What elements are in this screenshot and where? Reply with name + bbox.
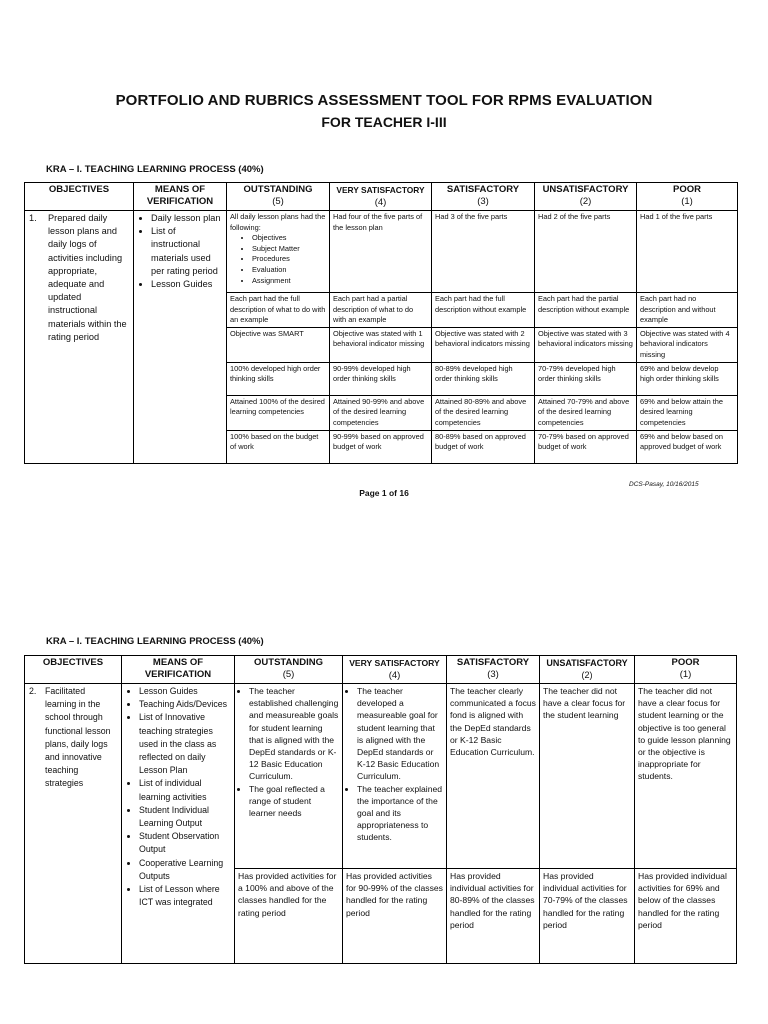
list-item: • Student Individual Learning Output [139,804,231,830]
list-item: • Student Observation Output [139,830,231,856]
very-satisfactory-cell: 90-99% based on approved budget of work [330,430,432,463]
outstanding-cell: Has provided activities for a 100% and above of the classes handled for the rating period [235,869,343,964]
unsatisfactory-cell: Each part had the partial description without example [535,293,637,328]
very-satisfactory-cell: Has provided activities for 90-99% of the classes handled for the rating period [343,869,447,964]
table-row [25,211,738,293]
list-item: • List of Innovative teaching strategies used in the class as reflected on daily Lesson Plan [139,711,231,777]
outstanding-cell: 100% based on the budget of work [227,430,330,463]
very-satisfactory-cell: 90-99% developed high order thinking skills [330,362,432,395]
list-item: • List of Lesson where ICT was integrated [139,883,231,909]
header-poor: POOR (1) [635,656,737,684]
unsatisfactory-cell: The teacher did not have a clear focus for the student learning [540,684,635,869]
list-item: • Teaching Aids/Devices [139,698,231,711]
mov-list [137,212,223,291]
mov-cell [134,211,227,464]
list-item: • The teacher developed a measureable goal for student learning that is aligned with the DepEd standards or K-12 Basic Education Curriculum. [357,685,443,783]
rubric-table-1 [24,182,738,464]
satisfactory-cell: Each part had the full description without example [432,293,535,328]
list-item: • The teacher established challenging and measureable goals for student learning that is aligned with the DepEd standards or K-12 Basic Education Curriculum. [249,685,339,783]
header-very-satisfactory: VERY SATISFACTORY (4) [343,656,447,684]
list-item: • Lesson Guides [139,685,231,698]
satisfactory-cell: Objective was stated with 2 behavioral indicators missing [432,327,535,362]
very-satisfactory-cell [343,684,447,869]
list-item: • Assignment [252,276,326,287]
satisfactory-cell: 80-89% based on approved budget of work [432,430,535,463]
list-item: • Subject Matter [252,244,326,255]
mov-list [125,685,231,909]
unsatisfactory-cell: 70-79% developed high order thinking skills [535,362,637,395]
header-mov: MEANS OF VERIFICATION [122,656,235,684]
satisfactory-cell: Attained 80-89% and above of the desired learning competencies [432,395,535,430]
poor-cell: 69% and below based on approved budget of work [637,430,738,463]
poor-cell: Objective was stated with 4 behavioral indicators missing [637,327,738,362]
unsatisfactory-cell: Objective was stated with 3 behavioral indicators missing [535,327,637,362]
outstanding-cell: Objective was SMART [227,327,330,362]
very-satisfactory-cell: Each part had a partial description of what to do with an example [330,293,432,328]
list-item: • Procedures [252,254,326,265]
list-item: • List of individual learning activities [139,777,231,803]
satisfactory-cell: The teacher clearly communicated a focus fond is aligned with the DepEd standards or K-12 Basic Education Curriculum. [447,684,540,869]
header-satisfactory: SATISFACTORY (3) [432,183,535,211]
cell-text: All daily lesson plans had the following: [230,212,326,232]
list-item: • The goal reflected a range of student learner needs [249,783,339,820]
list-item: • The teacher explained the importance of the goal and its appropriateness to students. [357,783,443,844]
outstanding-cell: Attained 100% of the desired learning competencies [227,395,330,430]
outstanding-list [238,685,339,819]
kra-heading-2: KRA – I. TEACHING LEARNING PROCESS (40%) [46,636,264,647]
header-objectives: OBJECTIVES [25,656,122,684]
outstanding-cell [227,211,330,293]
header-poor: POOR (1) [637,183,738,211]
header-outstanding: OUTSTANDING (5) [235,656,343,684]
header-outstanding: OUTSTANDING (5) [227,183,330,211]
header-very-satisfactory: VERY SATISFACTORY (4) [330,183,432,211]
header-unsatisfactory: UNSATISFACTORY (2) [540,656,635,684]
poor-cell: 69% and below develop high order thinking skills [637,362,738,395]
satisfactory-cell: Has provided individual activities for 80-89% of the classes handled for the rating period [447,869,540,964]
satisfactory-cell: 80-89% developed high order thinking skills [432,362,535,395]
table-row [25,684,737,869]
very-satisfactory-cell: Attained 90-99% and above of the desired learning competencies [330,395,432,430]
very-satisfactory-list [346,685,443,844]
objective-cell: 1. Prepared daily lesson plans and daily logs of activities including appropriate, adequate and updated instructional materials within the rating period [25,211,134,464]
poor-cell: Has provided individual activities for 69% and below of the classes handled for the rating period [635,869,737,964]
header-unsatisfactory: UNSATISFACTORY (2) [535,183,637,211]
poor-cell: 69% and below attain the desired learning competencies [637,395,738,430]
header-objectives: OBJECTIVES [25,183,134,211]
unsatisfactory-cell: Attained 70-79% and above of the desired learning competencies [535,395,637,430]
outstanding-cell [235,684,343,869]
mov-cell [122,684,235,964]
poor-cell: Each part had no description and without example [637,293,738,328]
satisfactory-cell: Had 3 of the five parts [432,211,535,293]
list-item: • Objectives [252,233,326,244]
list-item: • Evaluation [252,265,326,276]
very-satisfactory-cell: Objective was stated with 1 behavioral indicator missing [330,327,432,362]
objective-cell: 2. Facilitated learning in the school through functional lesson plans, daily logs and innovative teaching strategies [25,684,122,964]
unsatisfactory-cell: Had 2 of the five parts [535,211,637,293]
document-subtitle: FOR TEACHER I-III [321,114,447,130]
unsatisfactory-cell: 70-79% based on approved budget of work [535,430,637,463]
header-row [25,656,737,684]
very-satisfactory-cell: Had four of the five parts of the lesson plan [330,211,432,293]
list-item: • List of instructional materials used per rating period [151,225,223,278]
poor-cell: The teacher did not have a clear focus for student learning or the objective is too general to guide lesson planning or the objective is inappropriate for students. [635,684,737,869]
header-satisfactory: SATISFACTORY (3) [447,656,540,684]
header-mov: MEANS OF VERIFICATION [134,183,227,211]
list-item: • Lesson Guides [151,278,223,291]
list-item: • Daily lesson plan [151,212,223,225]
list-item: • Cooperative Learning Outputs [139,857,231,883]
poor-cell: Had 1 of the five parts [637,211,738,293]
document-reference: DCS-Pasay, 10/16/2015 [629,481,699,488]
outstanding-cell: Each part had the full description of what to do with an example [227,293,330,328]
outstanding-cell: 100% developed high order thinking skills [227,362,330,395]
rubric-table-2 [24,655,737,964]
lesson-parts-list [230,233,326,286]
header-row [25,183,738,211]
unsatisfactory-cell: Has provided individual activities for 70-79% of the classes handled for the rating period [540,869,635,964]
kra-heading: KRA – I. TEACHING LEARNING PROCESS (40%) [46,164,264,175]
document-title: PORTFOLIO AND RUBRICS ASSESSMENT TOOL FOR RPMS EVALUATION [115,92,653,109]
page-number: Page 1 of 16 [359,488,409,498]
